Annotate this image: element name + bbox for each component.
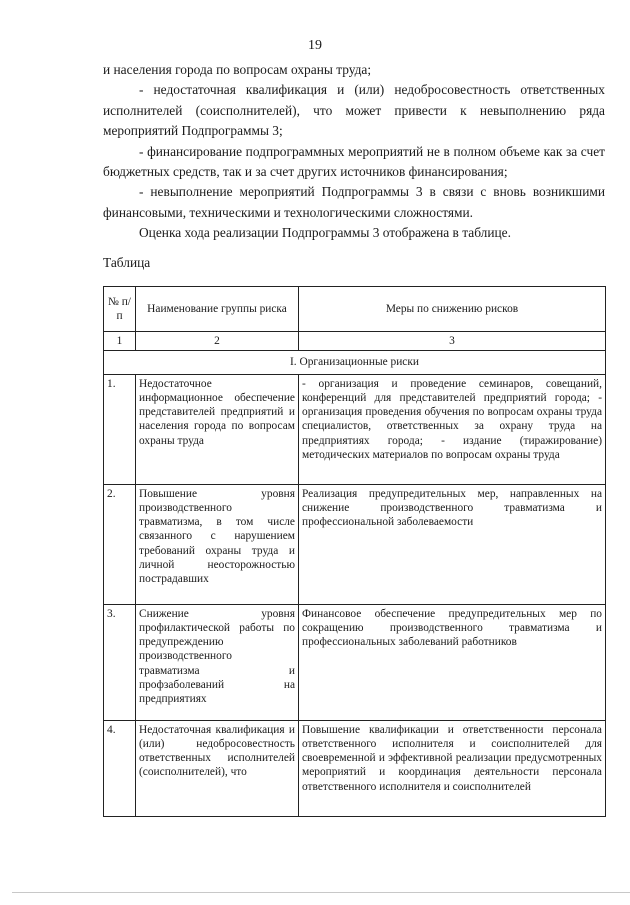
- section-title: I. Организационные риски: [104, 351, 606, 374]
- section-row: [104, 351, 606, 374]
- intro-line: - недостаточная квалификация и (или) недобросовестность ответственных исполнителей (соисполнителей), что может привести к невыполнению ряда мероприятий Подпрограммы 3;: [103, 82, 605, 139]
- table-row: [104, 604, 606, 720]
- measures-cell: Финансовое обеспечение предупредительных мер по сокращению производственного травматизма и профессиональных заболеваний работников: [299, 604, 606, 720]
- table-row: [104, 374, 606, 484]
- table-row: [104, 484, 606, 604]
- row-number: 4.: [104, 720, 136, 816]
- intro-text: [103, 60, 605, 244]
- risk-group-cell: Повышение уровня производственного травматизма, в том числе связанного с нарушением требований охраны труда и личной неосторожностью пострадавших: [136, 484, 299, 604]
- risk-group-cell: Снижение уровня профилактической работы по предупреждению производственного травматизма и профзаболеваний на предприятиях: [136, 604, 299, 720]
- page-number: 19: [308, 38, 322, 53]
- column-number: 3: [299, 332, 606, 351]
- intro-line: и населения города по вопросам охраны труда;: [103, 62, 372, 77]
- intro-line: - финансирование подпрограммных мероприятий не в полном объеме как за счет бюджетных средств, так и за счет других источников финансирования;: [103, 143, 605, 180]
- measures-cell: Повышение квалификации и ответственности персонала ответственного исполнителя и соисполнителей для своевременной и эффективной реализации предусмотренных мероприятий и координация деятельности персонала ответственного исполнителя и соисполнителей: [299, 720, 606, 816]
- row-number: 1.: [104, 374, 136, 484]
- row-number: 2.: [104, 484, 136, 604]
- header-measures: Меры по снижению рисков: [299, 287, 606, 332]
- column-number: 1: [104, 332, 136, 351]
- column-number-row: [104, 332, 606, 351]
- measures-cell: Реализация предупредительных мер, направленных на снижение производственного травматизма и профессиональной заболеваемости: [299, 484, 606, 604]
- intro-line: - невыполнение мероприятий Подпрограммы 3 в связи с вновь возникшими финансовыми, техническими и технологическими сложностями.: [103, 184, 605, 220]
- intro-line: Оценка хода реализации Подпрограммы 3 отображена в таблице.: [139, 225, 511, 241]
- header-number: № п/п: [104, 287, 136, 332]
- column-number: 2: [136, 332, 299, 351]
- measures-cell: - организация и проведение семинаров, совещаний, конференций для представителей предприятий города; - организация проведения обучения по вопросам охраны труда специалистов, ответственных за охрану труда на предприятиях города; - издание (тиражирование) методических материалов по вопросам охраны труда: [299, 374, 606, 484]
- header-risk-group: Наименование группы риска: [136, 287, 299, 332]
- risk-group-cell: Недостаточное информационное обеспечение представителей предприятий и населения города по вопросам охраны труда: [136, 374, 299, 484]
- scan-edge-line: [12, 892, 630, 893]
- table-header-row: [104, 287, 606, 332]
- row-number: 3.: [104, 604, 136, 720]
- risk-table: [103, 286, 606, 817]
- risk-group-cell: Недостаточная квалификация и (или) недобросовестность ответственных исполнителей (соисполнителей), что: [136, 720, 299, 816]
- table-row: [104, 720, 606, 816]
- table-caption: Таблица: [103, 255, 151, 270]
